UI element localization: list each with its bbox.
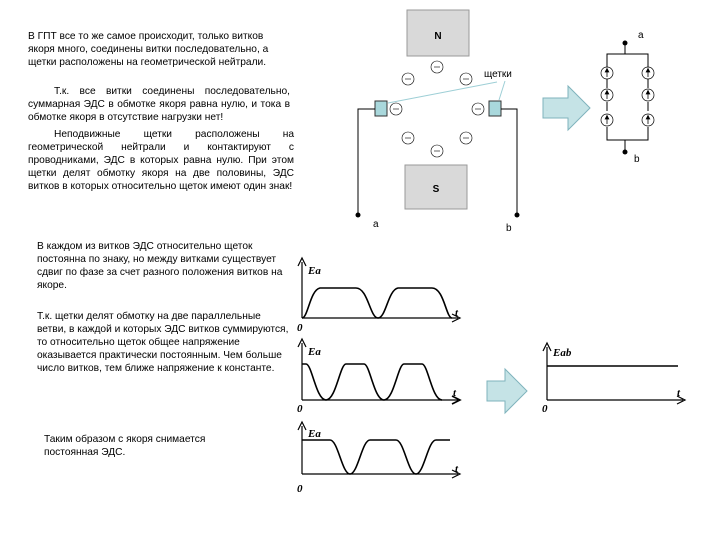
terminal-a xyxy=(356,213,361,218)
pole-north-label: N xyxy=(434,31,442,42)
eq-source-arrows xyxy=(607,70,648,124)
transition-arrow-bottom xyxy=(487,369,527,413)
graph1-y-label: Ea xyxy=(308,265,321,277)
eq-terminal-a xyxy=(623,41,628,46)
terminal-a-label: a xyxy=(373,219,379,230)
graph1-x-label: t xyxy=(455,307,459,319)
equivalent-circuit xyxy=(607,41,648,155)
brush-left xyxy=(375,101,387,116)
conclusion-text: Таким образом с якоря снимается постоянная ЭДС. xyxy=(44,434,206,458)
eq-terminal-a-label: a xyxy=(638,30,644,41)
pole-south-label: S xyxy=(432,184,440,195)
graph-ea-2 xyxy=(297,339,460,415)
graph3-origin: 0 xyxy=(297,483,303,495)
graph1-origin: 0 xyxy=(297,322,303,334)
intro-text: В ГПТ все то же самое происходит, только витков якоря много, соединены витки последовательно, а щетки расположены на геометрической нейтрали. xyxy=(28,31,269,68)
brush-right xyxy=(489,101,501,116)
graph-ea-3 xyxy=(297,422,460,495)
graph-ea-1 xyxy=(297,258,460,334)
eq-sources xyxy=(601,67,654,126)
graph-eab-y-label: Eab xyxy=(553,347,572,359)
graph-eab-x-label: t xyxy=(677,387,681,399)
wire-a xyxy=(358,109,375,213)
phase-shift-text: В каждом из витков ЭДС относительно щеток постоянна по знаку, но между витками существует сдвиг по фазе за счет разного положения витков на якоре. xyxy=(37,241,283,291)
graph2-origin: 0 xyxy=(297,403,303,415)
terminal-b-label: b xyxy=(506,223,512,234)
graph-eab xyxy=(542,343,685,415)
terminal-b xyxy=(515,213,520,218)
brushes-text: Неподвижные щетки расположены на геометрической нейтрали и контактируют с проводниками, ЭДС в которых равна нулю. При этом щетки делят обмотку якоря на две половины, ЭДС витков в которых относительно щеток имеют один знак! xyxy=(28,129,294,192)
graph2-x-label: t xyxy=(453,387,457,399)
graph-eab-origin: 0 xyxy=(542,403,548,415)
eq-terminal-b-label: b xyxy=(634,154,640,165)
parallel-branches-text: Т.к. щетки делят обмотку на две параллельные ветви, в каждой и которых ЭДС витков суммируются, то относительно щеток общее напряжение оказывается практически постоянным. Чем больше число витков, тем ближе напряжение к константе. xyxy=(37,311,289,374)
brushes-label: щетки xyxy=(484,69,512,80)
zero-emf-text: Т.к. все витки соединены последовательно, суммарная ЭДС в обмотке якоря равна нулю, и тока в обмотке якоря в отсутствие нагрузки нет! xyxy=(28,86,290,123)
armature-ring xyxy=(390,61,484,157)
eq-terminal-b xyxy=(623,150,628,155)
graph3-y-label: Ea xyxy=(308,428,321,440)
graph3-x-label: t xyxy=(455,463,459,475)
wire-b xyxy=(501,109,517,213)
transition-arrow-top xyxy=(543,86,590,130)
graph2-y-label: Ea xyxy=(308,346,321,358)
machine-diagram xyxy=(356,10,520,234)
